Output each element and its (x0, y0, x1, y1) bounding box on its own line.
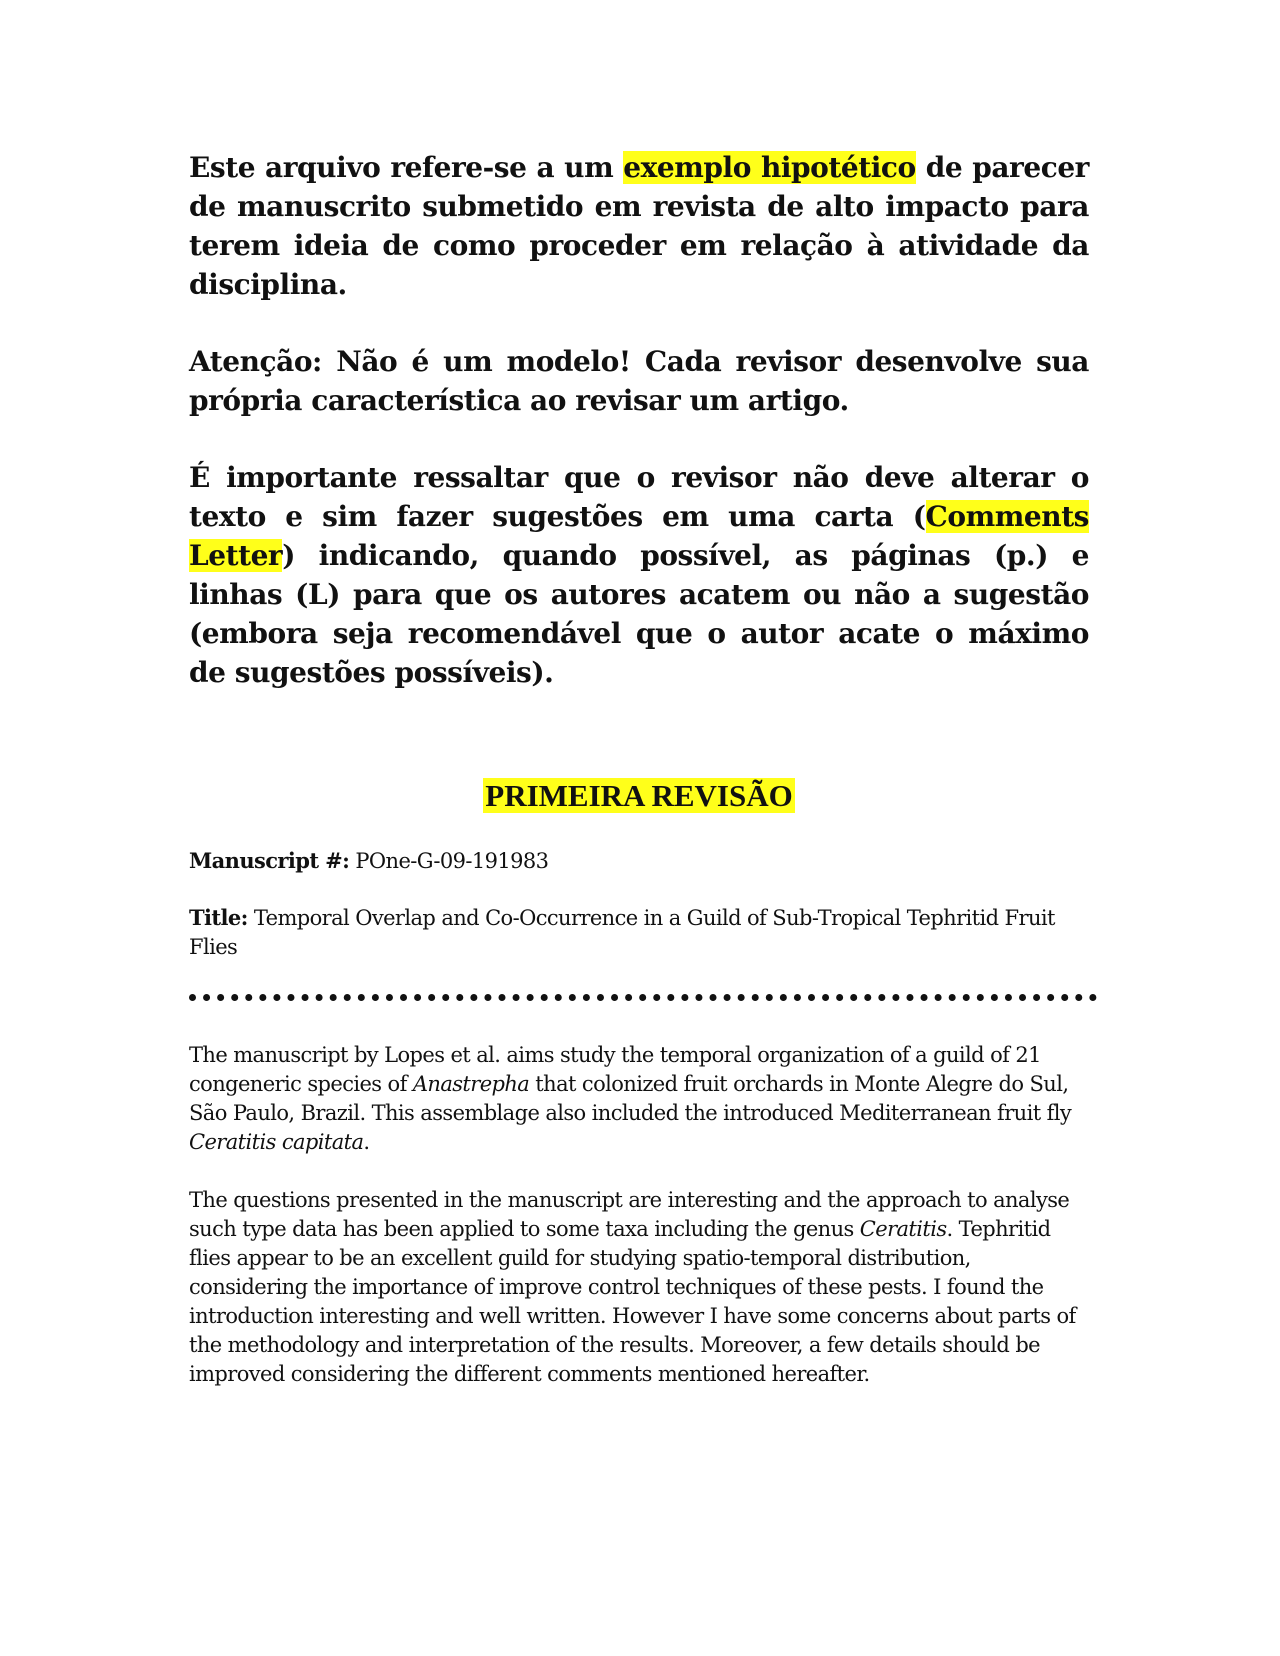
dotted-separator (189, 994, 1097, 1001)
intro-paragraph-1 (189, 148, 1089, 304)
review-p1-text-2: that colonized fruit orchards in Monte Alegre do Sul, São Paulo, Brazil. This assemblage also included the introduced Mediterranean fruit fly (189, 1072, 1072, 1125)
title-value: Temporal Overlap and Co-Occurrence in a Guild of Sub-Tropical Tephritid Fruit Flies (189, 906, 1055, 959)
manuscript-label: Manuscript #: (189, 848, 350, 873)
review-p1-text-1: The manuscript by Lopes et al. aims study the temporal organization of a guild of 21 congeneric species of (189, 1043, 1041, 1096)
review-paragraph-1 (189, 1041, 1089, 1157)
manuscript-number (189, 846, 1089, 876)
title-label: Title: (189, 905, 248, 930)
review-p1-italic-ceratitis-capitata: Ceratitis capitata (189, 1130, 364, 1154)
manuscript-title (189, 903, 1089, 962)
intro-p1-before: Este arquivo refere-se a um (189, 151, 624, 184)
review-p2-text-1: The questions presented in the manuscript are interesting and the approach to analyse such type data has been applied to some taxa including the genus (189, 1188, 1070, 1241)
highlight-exemplo-hipotetico: exemplo hipotético (623, 151, 916, 184)
review-p2-text-2: . Tephritid flies appear to be an excellent guild for studying spatio-temporal distribution, considering the importance of improve control techniques of these pests. I found the introduction interesting and well written. However I have some concerns about parts of the methodology and interpretation of the results. Moreover, a few details should be improved considering the different comments mentioned hereafter. (189, 1217, 1076, 1386)
review-p2-italic-ceratitis: Ceratitis (859, 1217, 947, 1241)
intro-p3-after: ) indicando, quando possível, as páginas (p.) e linhas (L) para que os autores acatem ou não a sugestão (embora seja recomendável que o autor acate o máximo de sugestões possíveis). (189, 539, 1089, 689)
review-p1-text-3: . (363, 1130, 370, 1154)
intro-p1-after: de parecer de manuscrito submetido em revista de alto impacto para terem ideia de como proceder em relação à atividade da disciplina. (189, 151, 1089, 301)
review-paragraph-2 (189, 1186, 1089, 1389)
intro-p3-before: É importante ressaltar que o revisor não deve alterar o texto e sim fazer sugestões em uma carta ( (189, 461, 1089, 533)
section-title-text: PRIMEIRA REVISÃO (485, 778, 793, 813)
manuscript-value: POne-G-09-191983 (349, 849, 549, 873)
review-p1-italic-anastrepha: Anastrepha (412, 1072, 530, 1096)
intro-paragraph-2: Atenção: Não é um modelo! Cada revisor desenvolve sua própria característica ao revisar um artigo. (189, 345, 1089, 417)
document-page (189, 148, 1089, 1389)
section-title (189, 776, 1089, 816)
highlight-comments-letter: Comments Letter (189, 500, 1089, 572)
intro-paragraph-3 (189, 458, 1089, 692)
